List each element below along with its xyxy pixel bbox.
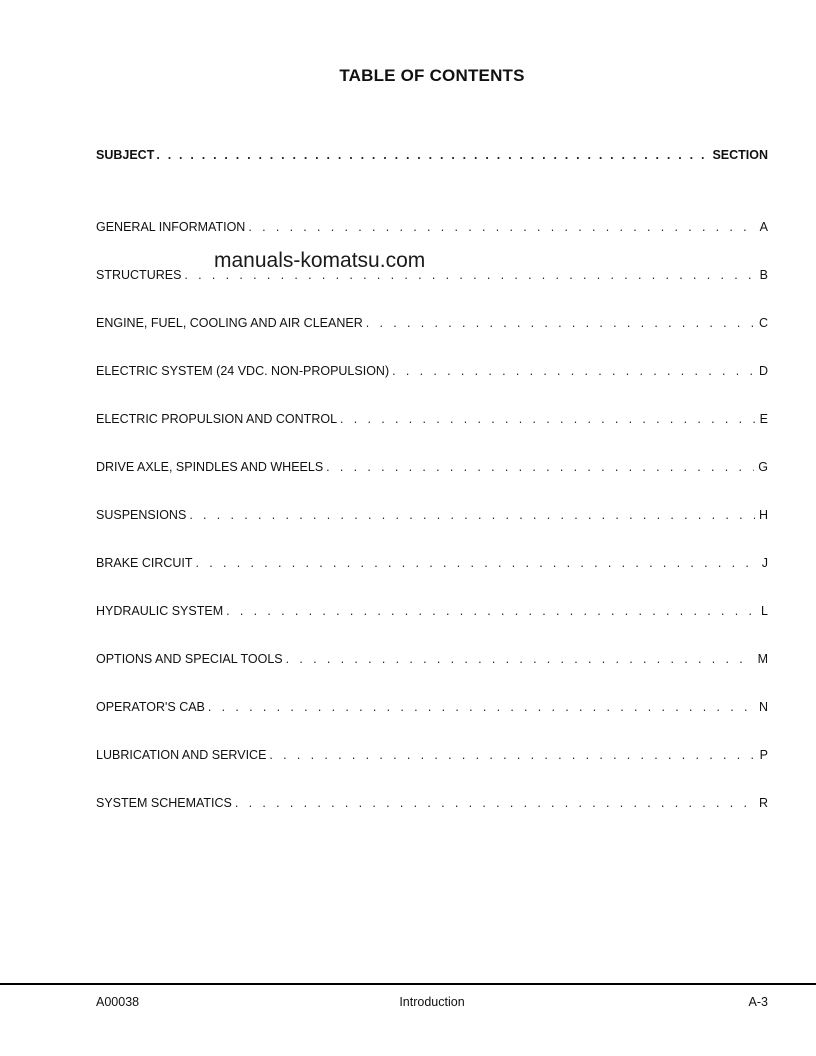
dot-leader	[235, 795, 755, 811]
toc-entry-subject: BRAKE CIRCUIT	[96, 556, 193, 570]
toc-entry-structures[interactable]	[96, 267, 768, 283]
dot-leader	[340, 411, 756, 427]
toc-entry-subject: STRUCTURES	[96, 268, 182, 282]
toc-entry-subject: GENERAL INFORMATION	[96, 220, 246, 234]
dot-leader	[286, 651, 754, 667]
toc-entry-subject: SYSTEM SCHEMATICS	[96, 796, 232, 810]
footer-doc-id: A00038	[96, 995, 140, 1009]
footer-page-number: A-3	[748, 995, 768, 1009]
toc-entry-lubrication[interactable]	[96, 747, 768, 763]
toc-entry-system-schematics[interactable]	[96, 795, 768, 811]
dot-leader	[208, 699, 755, 715]
toc-entry-subject: ENGINE, FUEL, COOLING AND AIR CLEANER	[96, 316, 363, 330]
page-title: TABLE OF CONTENTS	[339, 66, 525, 85]
toc-entry-subject: LUBRICATION AND SERVICE	[96, 748, 267, 762]
toc-entry-section: G	[758, 460, 768, 474]
toc-entry-subject: HYDRAULIC SYSTEM	[96, 604, 224, 618]
dot-leader	[392, 363, 755, 379]
dot-leader	[248, 219, 755, 235]
toc-entry-electric-system[interactable]	[96, 363, 768, 379]
toc-entry-general-information[interactable]	[96, 219, 768, 235]
toc-entry-section: N	[758, 700, 768, 714]
toc-entry-section: E	[759, 412, 768, 426]
toc-entry-section: D	[758, 364, 768, 378]
toc-entry-drive-axle[interactable]	[96, 459, 768, 475]
dot-leader	[326, 459, 754, 475]
toc-entry-section: C	[758, 316, 768, 330]
dot-leader	[269, 747, 755, 763]
toc-entry-engine[interactable]	[96, 315, 768, 331]
toc-entry-section: A	[759, 220, 768, 234]
dot-leader	[196, 555, 758, 571]
watermark: manuals-komatsu.com	[214, 249, 426, 272]
toc-entry-subject: ELECTRIC SYSTEM (24 VDC. NON-PROPULSION)	[96, 364, 390, 378]
footer-chapter: Introduction	[399, 995, 465, 1009]
toc-entry-subject: ELECTRIC PROPULSION AND CONTROL	[96, 412, 338, 426]
dot-leader	[156, 147, 711, 163]
dot-leader	[189, 507, 755, 523]
toc-entry-subject: DRIVE AXLE, SPINDLES AND WHEELS	[96, 460, 324, 474]
toc-entry-section: R	[758, 796, 768, 810]
toc-entry-subject: SUSPENSIONS	[96, 508, 187, 522]
toc-entry-section: M	[757, 652, 768, 666]
toc-entry-options[interactable]	[96, 651, 768, 667]
toc-entry-section: L	[761, 604, 768, 618]
toc-entry-section: P	[759, 748, 768, 762]
toc-entry-section: H	[758, 508, 768, 522]
toc-entry-brake-circuit[interactable]	[96, 555, 768, 571]
toc-entry-hydraulic-system[interactable]	[96, 603, 768, 619]
toc-header	[96, 147, 768, 163]
toc-header-subject: SUBJECT	[96, 148, 155, 162]
toc-entry-section: J	[761, 556, 768, 570]
dot-leader	[366, 315, 755, 331]
toc-entry-electric-propulsion[interactable]	[96, 411, 768, 427]
toc-entry-suspensions[interactable]	[96, 507, 768, 523]
toc-entry-subject: OPERATOR'S CAB	[96, 700, 205, 714]
footer-divider	[0, 983, 816, 985]
toc-entry-operators-cab[interactable]	[96, 699, 768, 715]
dot-leader	[226, 603, 757, 619]
toc-entry-subject: OPTIONS AND SPECIAL TOOLS	[96, 652, 283, 666]
toc-entry-section: B	[759, 268, 768, 282]
toc-header-section: SECTION	[712, 148, 768, 162]
